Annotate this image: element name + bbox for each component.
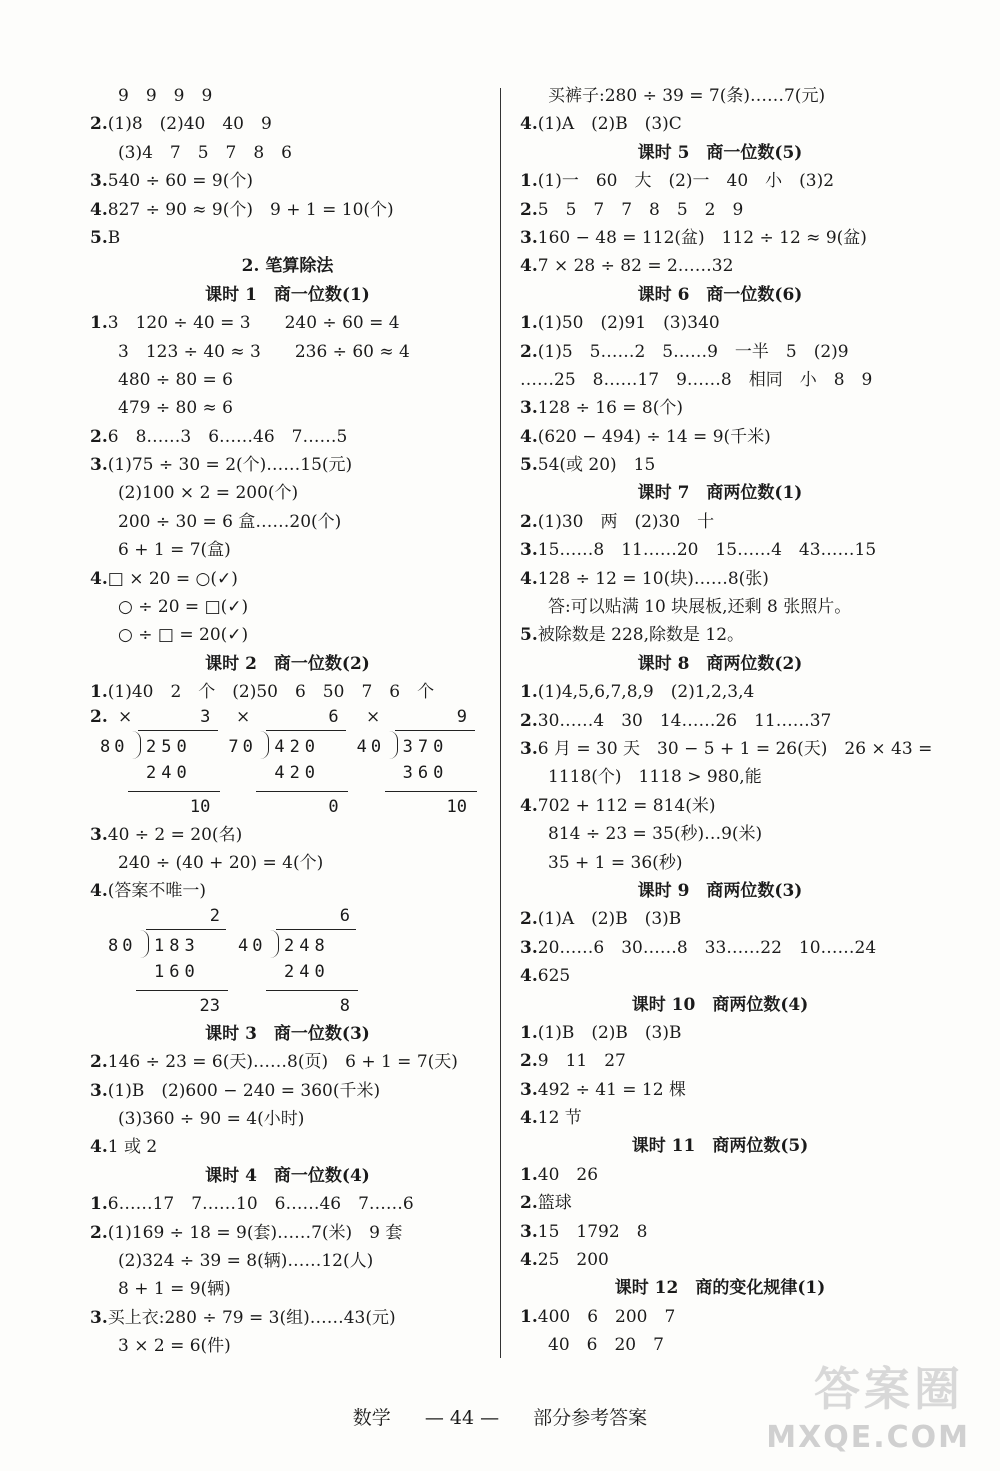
question-number: 2. bbox=[90, 706, 108, 727]
question-number: 4. bbox=[520, 256, 538, 277]
question-number: 4. bbox=[90, 881, 108, 902]
remainder: 10 bbox=[446, 796, 467, 817]
question-number: 5. bbox=[520, 455, 538, 476]
answer-line: (1)B (2)600 − 240 = 360(千米) bbox=[107, 1080, 381, 1101]
question-number: 4. bbox=[520, 568, 538, 589]
answer-line: 买上衣:280 ÷ 79 = 3(组)……43(元) bbox=[107, 1307, 396, 1328]
answer-line: 1118(个) 1118 > 980,能 bbox=[548, 767, 762, 788]
answer-line: 128 ÷ 16 = 8(个) bbox=[537, 398, 684, 419]
answer-line: 被除数是 228,除数是 12。 bbox=[537, 625, 745, 646]
answer-line: 12 节 bbox=[537, 1108, 582, 1129]
answer-line: 240 ÷ (40 + 20) = 4(个) bbox=[118, 852, 324, 873]
question-number: 1. bbox=[520, 1306, 538, 1327]
answer-line: 160 − 48 = 112(盆) 112 ÷ 12 ≈ 9(盆) bbox=[537, 227, 867, 248]
answer-line: 492 ÷ 41 = 12 棵 bbox=[537, 1079, 686, 1100]
answer-line: 3 123 ÷ 40 ≈ 3 236 ÷ 60 ≈ 4 bbox=[118, 341, 410, 362]
divisor: 40 bbox=[356, 736, 386, 757]
subtrahend: 360 bbox=[402, 762, 449, 783]
answer-line: 540 ÷ 60 = 9(个) bbox=[107, 171, 254, 192]
answer-line: 40 ÷ 2 = 20(名) bbox=[107, 824, 243, 845]
answer-line: 35 + 1 = 36(秒) bbox=[548, 852, 683, 873]
answer-line: ……25 8……17 9……8 相同 小 8 9 bbox=[520, 369, 873, 390]
question-number: 4. bbox=[90, 568, 108, 589]
question-number: 4. bbox=[520, 1108, 538, 1129]
answer-line: B bbox=[107, 227, 121, 248]
question-number: 1. bbox=[520, 1164, 538, 1185]
long-division bbox=[228, 707, 356, 821]
question-number: 2. bbox=[520, 1193, 538, 1214]
page-number: — 44 — bbox=[424, 1407, 500, 1429]
division-rule bbox=[266, 990, 358, 991]
answer-line: 480 ÷ 80 = 6 bbox=[118, 369, 233, 390]
question-number: 2. bbox=[520, 511, 538, 532]
answer-line: ○ ÷ □ = 20(✓) bbox=[118, 625, 249, 646]
answer-line: (1)50 (2)91 (3)340 bbox=[537, 313, 720, 334]
question-number: 3. bbox=[520, 1221, 538, 1242]
answer-line: 200 ÷ 30 = 6 盒……20(个) bbox=[118, 511, 342, 532]
question-number: 4. bbox=[520, 114, 538, 135]
dividend: 248 bbox=[284, 935, 330, 956]
question-number: 3. bbox=[90, 455, 108, 476]
subtrahend: 240 bbox=[146, 762, 192, 783]
answer-line: 702 + 112 = 814(米) bbox=[537, 795, 716, 816]
question-number: 3. bbox=[520, 937, 538, 958]
question-number: 3. bbox=[520, 1079, 538, 1100]
divisor: 80 bbox=[100, 736, 129, 757]
answer-line: 6 月 = 30 天 30 − 5 + 1 = 26(天) 26 × 43 = bbox=[537, 738, 933, 759]
lesson-heading: 课时 4 商一位数(4) bbox=[205, 1165, 370, 1186]
question-number: 1. bbox=[520, 1022, 538, 1043]
question-number: 3. bbox=[520, 227, 538, 248]
dividend: 250 bbox=[146, 736, 192, 757]
question-number: 4. bbox=[520, 426, 538, 447]
footer-subject: 数学 bbox=[352, 1407, 391, 1429]
long-division-row bbox=[90, 906, 485, 1020]
question-number: 5. bbox=[90, 227, 108, 248]
answer-line: 买裤子:280 ÷ 39 = 7(条)……7(元) bbox=[548, 86, 826, 106]
answer-line: 3 × 2 = 6(件) bbox=[118, 1336, 231, 1357]
answer-line: (620 − 494) ÷ 14 = 9(千米) bbox=[537, 426, 771, 447]
long-division-row bbox=[90, 707, 485, 821]
answer-line: ○ ÷ 20 = □(✓) bbox=[118, 597, 249, 618]
question-number: 4. bbox=[520, 966, 538, 987]
question-number: 1. bbox=[90, 1194, 108, 1215]
question-number: 2. bbox=[520, 341, 538, 362]
question-number: 2. bbox=[90, 426, 108, 447]
answer-line: 7 × 28 ÷ 82 = 2……32 bbox=[537, 256, 734, 277]
answer-line: 15……8 11……20 15……4 43……15 bbox=[537, 540, 877, 561]
question-number: 3. bbox=[520, 398, 538, 419]
answer-line: (答案不唯一) bbox=[107, 881, 207, 902]
question-number: 1. bbox=[90, 313, 108, 334]
lesson-heading: 课时 10 商两位数(4) bbox=[631, 994, 809, 1015]
watermark-logo: 答案圈 bbox=[814, 1362, 964, 1416]
quotient: 6 bbox=[339, 905, 350, 926]
subtrahend: 160 bbox=[154, 961, 200, 982]
answer-line: 6……17 7……10 6……46 7……6 bbox=[107, 1194, 414, 1215]
answer-line: 9 9 9 9 bbox=[118, 86, 213, 106]
answer-line: 40 26 bbox=[537, 1164, 599, 1185]
lesson-heading: 课时 12 商的变化规律(1) bbox=[614, 1278, 826, 1299]
quotient: 2 bbox=[209, 905, 220, 926]
quotient: 6 bbox=[328, 706, 339, 727]
right-column bbox=[520, 82, 933, 1360]
answer-line: (1)8 (2)40 40 9 bbox=[107, 114, 272, 135]
wrong-mark: × bbox=[236, 706, 251, 727]
lesson-heading: 课时 5 商一位数(5) bbox=[637, 142, 803, 163]
lesson-heading: 课时 9 商两位数(3) bbox=[637, 880, 803, 901]
left-column bbox=[90, 82, 485, 1360]
question-number: 1. bbox=[90, 682, 108, 703]
answer-line: (1)A (2)B (3)B bbox=[537, 909, 682, 930]
question-number: 3. bbox=[90, 824, 108, 845]
question-number: 3. bbox=[90, 1307, 108, 1328]
lesson-heading: 课时 8 商两位数(2) bbox=[637, 653, 803, 674]
question-number: 2. bbox=[90, 1222, 108, 1243]
answer-line: 25 200 bbox=[537, 1250, 609, 1271]
answer-line: 5 5 7 7 8 5 2 9 bbox=[537, 199, 744, 220]
answer-line: 30……4 30 14……26 11……37 bbox=[537, 710, 832, 731]
answer-line: 3 120 ÷ 40 = 3 240 ÷ 60 = 4 bbox=[107, 313, 400, 334]
question-number: 2. bbox=[520, 909, 538, 930]
answer-line: 6 8……3 6……46 7……5 bbox=[107, 426, 348, 447]
divisor: 80 bbox=[108, 935, 137, 956]
dividend: 183 bbox=[154, 935, 200, 956]
lesson-heading: 课时 2 商一位数(2) bbox=[205, 653, 370, 674]
question-number: 5. bbox=[520, 625, 538, 646]
answer-line: (1)5 5……2 5……9 一半 5 (2)9 bbox=[537, 341, 849, 362]
question-number: 3. bbox=[90, 1080, 108, 1101]
remainder: 8 bbox=[339, 995, 350, 1016]
question-number: 4. bbox=[90, 1137, 108, 1158]
answer-line: 篮球 bbox=[537, 1193, 572, 1214]
question-number: 2. bbox=[90, 1052, 108, 1073]
wrong-mark: × bbox=[366, 706, 381, 727]
column-divider bbox=[500, 88, 501, 1358]
divisor: 40 bbox=[238, 935, 267, 956]
lesson-heading: 课时 1 商一位数(1) bbox=[205, 284, 370, 305]
answer-line: 20……6 30……8 33……22 10……24 bbox=[537, 937, 877, 958]
subtrahend: 240 bbox=[284, 961, 330, 982]
lesson-heading: 课时 6 商一位数(6) bbox=[637, 284, 803, 305]
long-division bbox=[108, 906, 238, 1020]
answer-line: 40 6 20 7 bbox=[548, 1335, 664, 1356]
question-number: 2. bbox=[520, 199, 538, 220]
section-title: 2. 笔算除法 bbox=[241, 256, 334, 277]
answer-line: (1)4,5,6,7,8,9 (2)1,2,3,4 bbox=[537, 682, 755, 703]
divisor: 70 bbox=[228, 736, 257, 757]
answer-line: (1)30 两 (2)30 十 bbox=[537, 511, 715, 532]
answer-line: 625 bbox=[537, 966, 571, 987]
answer-line: (1)B (2)B (3)B bbox=[537, 1022, 682, 1043]
answer-line: (1)一 60 大 (2)一 40 小 (3)2 bbox=[537, 171, 835, 192]
dividend: 420 bbox=[274, 736, 321, 757]
answer-line: (3)360 ÷ 90 = 4(小时) bbox=[118, 1108, 305, 1129]
dividend: 370 bbox=[402, 736, 449, 757]
division-rule bbox=[256, 791, 348, 792]
answer-line: (1)40 2 个 (2)50 6 50 7 6 个 bbox=[107, 682, 435, 703]
question-number: 2. bbox=[520, 710, 538, 731]
answer-line: (3)4 7 5 7 8 6 bbox=[118, 142, 292, 163]
answer-line: (1)169 ÷ 18 = 9(套)……7(米) 9 套 bbox=[107, 1222, 403, 1243]
question-number: 1. bbox=[520, 171, 538, 192]
answer-line: 814 ÷ 23 = 35(秒)…9(米) bbox=[548, 824, 763, 845]
division-rule bbox=[385, 791, 477, 792]
question-number: 3. bbox=[90, 171, 108, 192]
lesson-heading: 课时 3 商一位数(3) bbox=[205, 1023, 370, 1044]
answer-line: 54(或 20) 15 bbox=[537, 455, 656, 476]
wrong-mark: × bbox=[118, 706, 133, 727]
answer-line: 128 ÷ 12 = 10(块)……8(张) bbox=[537, 568, 769, 589]
subtrahend: 420 bbox=[274, 762, 321, 783]
question-number: 2. bbox=[520, 1051, 538, 1072]
quotient: 3 bbox=[200, 706, 211, 727]
answer-line: 9 11 27 bbox=[537, 1051, 626, 1072]
footer-title: 部分参考答案 bbox=[533, 1407, 648, 1429]
answer-line: 146 ÷ 23 = 6(天)……8(页) 6 + 1 = 7(天) bbox=[107, 1052, 458, 1073]
long-division bbox=[100, 707, 228, 821]
division-rule bbox=[136, 990, 228, 991]
lesson-heading: 课时 7 商两位数(1) bbox=[637, 483, 803, 504]
answer-line: 8 + 1 = 9(辆) bbox=[118, 1279, 231, 1300]
answer-line: 答:可以贴满 10 块展板,还剩 8 张照片。 bbox=[548, 597, 852, 618]
answer-line: 400 6 200 7 bbox=[537, 1306, 676, 1327]
division-rule bbox=[128, 791, 220, 792]
answer-line: 479 ÷ 80 ≈ 6 bbox=[118, 398, 233, 419]
question-number: 1. bbox=[520, 313, 538, 334]
long-division bbox=[357, 707, 485, 821]
watermark-url: MXQE.COM bbox=[766, 1420, 970, 1455]
remainder: 0 bbox=[328, 796, 339, 817]
question-number: 3. bbox=[520, 738, 538, 759]
answer-line: □ × 20 = ○(✓) bbox=[107, 568, 238, 589]
answer-line: (2)324 ÷ 39 = 8(辆)……12(人) bbox=[118, 1250, 374, 1271]
answer-line: (1)75 ÷ 30 = 2(个)……15(元) bbox=[107, 455, 353, 476]
answer-line: (1)A (2)B (3)C bbox=[537, 114, 682, 135]
long-division bbox=[238, 906, 368, 1020]
answer-line: 15 1792 8 bbox=[537, 1221, 648, 1242]
remainder: 23 bbox=[199, 995, 220, 1016]
lesson-heading: 课时 11 商两位数(5) bbox=[631, 1136, 809, 1157]
question-number: 1. bbox=[520, 682, 538, 703]
question-number: 4. bbox=[520, 795, 538, 816]
answer-line: 827 ÷ 90 ≈ 9(个) 9 + 1 = 10(个) bbox=[107, 199, 394, 220]
answer-line: 1 或 2 bbox=[107, 1137, 158, 1158]
answer-line: (2)100 × 2 = 200(个) bbox=[118, 483, 299, 504]
question-number: 4. bbox=[520, 1250, 538, 1271]
answer-line: 6 + 1 = 7(盒) bbox=[118, 540, 231, 561]
quotient: 9 bbox=[456, 706, 467, 727]
remainder: 10 bbox=[189, 796, 211, 817]
question-number: 4. bbox=[90, 199, 108, 220]
question-number: 2. bbox=[90, 114, 108, 135]
question-number: 3. bbox=[520, 540, 538, 561]
